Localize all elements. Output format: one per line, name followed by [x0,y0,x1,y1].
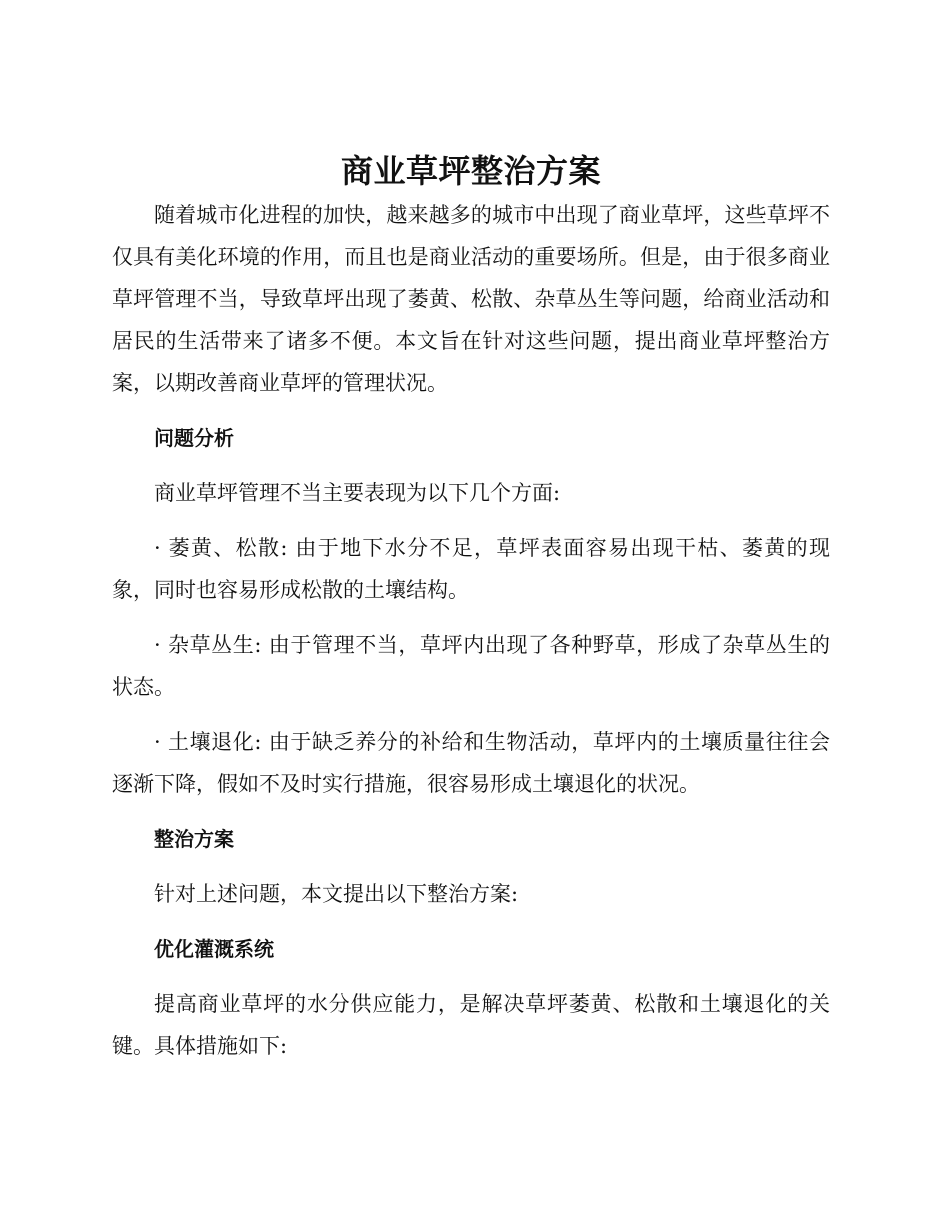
subsection-heading-irrigation: 优化灌溉系统 [154,937,274,961]
section-heading-problem-analysis: 问题分析 [154,426,234,450]
section-lead-remediation-plan: 针对上述问题，本文提出以下整治方案: [154,882,519,906]
document-page [112,148,830,1067]
intro-paragraph: 随着城市化进程的加快，越来越多的城市中出现了商业草坪，这些草坪不仅具有美化环境的作用，而且也是商业活动的重要场所。但是，由于很多商业草坪管理不当，导致草坪出现了萎黄、松散、杂草丛生等问题，给商业活动和居民的生活带来了诸多不便。本文旨在针对这些问题，提出商业草坪整治方案，以期改善商业草坪的管理状况。 [112,203,830,395]
bullet-item-wilting: · 萎黄、松散: 由于地下水分不足，草坪表面容易出现干枯、萎黄的现象，同时也容易形成松散的土壤结构。 [112,536,830,602]
section-lead-problem-analysis: 商业草坪管理不当主要表现为以下几个方面: [154,481,561,505]
document-title: 商业草坪整治方案 [340,152,601,190]
section-heading-remediation-plan: 整治方案 [154,827,234,851]
bullet-item-weeds: · 杂草丛生: 由于管理不当，草坪内出现了各种野草，形成了杂草丛生的状态。 [112,633,830,699]
bullet-item-soil-degradation: · 土壤退化: 由于缺乏养分的补给和生物活动，草坪内的土壤质量往往会逐渐下降，假如不及时实行措施，很容易形成土壤退化的状况。 [112,730,830,796]
subsection-paragraph-irrigation: 提高商业草坪的水分供应能力，是解决草坪萎黄、松散和土壤退化的关键。具体措施如下: [112,992,830,1058]
